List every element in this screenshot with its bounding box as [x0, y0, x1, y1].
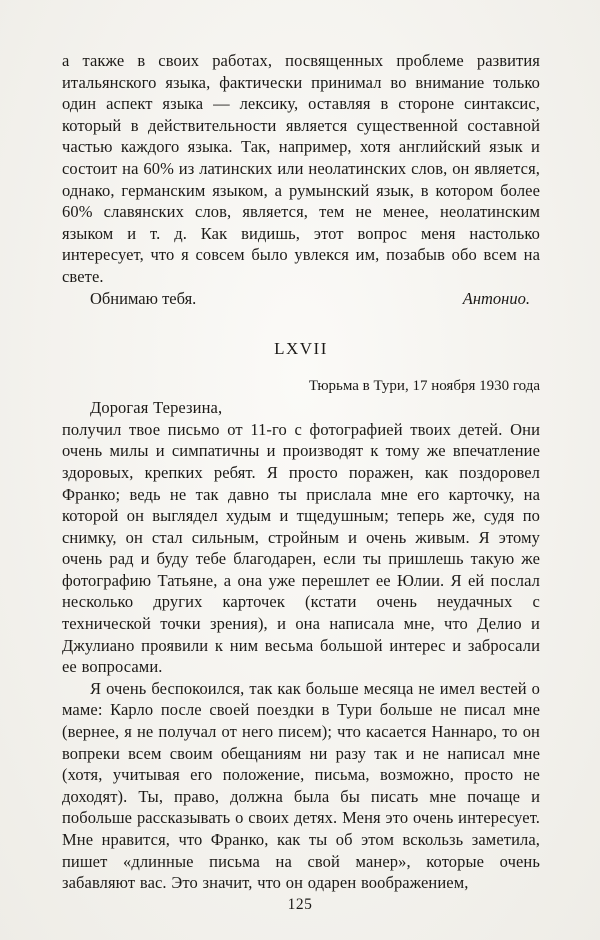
salutation: Дорогая Терезина, — [90, 398, 223, 418]
body-paragraph-2: Я очень беспокоился, так как больше месяца не имел вестей о маме: Карло после своей поездки в Тури больше не писал мне (вернее, я не получал от него писем); что касается Наннаро, то он вопреки всем своим обещаниям ни разу так и не написал мне (хотя, учитывая его положение, письма, возможно, просто не доходят). Ты, право, должна была бы писать мне почаще и побольше рассказывать о своих детях. Меня это очень интересует. Мне нравится, что Франко, как ты об этом вскользь заметила, пишет «длинные письма на свой манер», которые очень забавляют вас. Это значит, что он одарен воображением, — [62, 678, 540, 893]
closing-phrase: Обнимаю тебя. — [90, 288, 197, 308]
signature: Антонио. — [462, 288, 530, 308]
letter-number-heading: LXVII — [274, 339, 328, 359]
body-paragraph-1: получил твое письмо от 11-го с фотографией твоих детей. Они очень милы и симпатичны и производят к тому же впечатление здоровых, крепких ребят. Я просто поражен, как поздоровел Франко; ведь не так давно ты прислала мне его карточку, на которой он выглядел худым и тщедушным; теперь же, судя по снимку, он стал сильным, стройным и очень живым. Я этому очень рад и буду тебе благодарен, если ты пришлешь такую же фотографию Татьяне, а она уже перешлет ее Юлии. Я ей послал несколько других карточек (кстати очень неудачных с технической точки зрения), и она написала мне, что Делио и Джулиано проявили к ним весьма большой интерес и забросали ее вопросами. — [62, 419, 540, 677]
page-number: 125 — [287, 896, 313, 913]
dateline: Тюрьма в Тури, 17 ноября 1930 года — [308, 378, 540, 395]
letter-closing — [62, 288, 540, 310]
letter-end-paragraph: а также в своих работах, посвященных проблеме развития итальянского языка, фактически принимал во внимание только один аспект языка — лексику, оставляя в стороне синтаксис, который в действительности является существенной составной частью каждого языка. Так, например, хотя английский язык и состоит на 60% из латинских или неолатинских слов, он является, однако, германским языком, а румынский язык, в котором более 60% славянских слов, является, тем не менее, неолатинским языком и т. д. Как видишь, этот вопрос меня настолько интересует, что я совсем было увлекся им, позабыв обо всем на свете. — [62, 51, 540, 286]
